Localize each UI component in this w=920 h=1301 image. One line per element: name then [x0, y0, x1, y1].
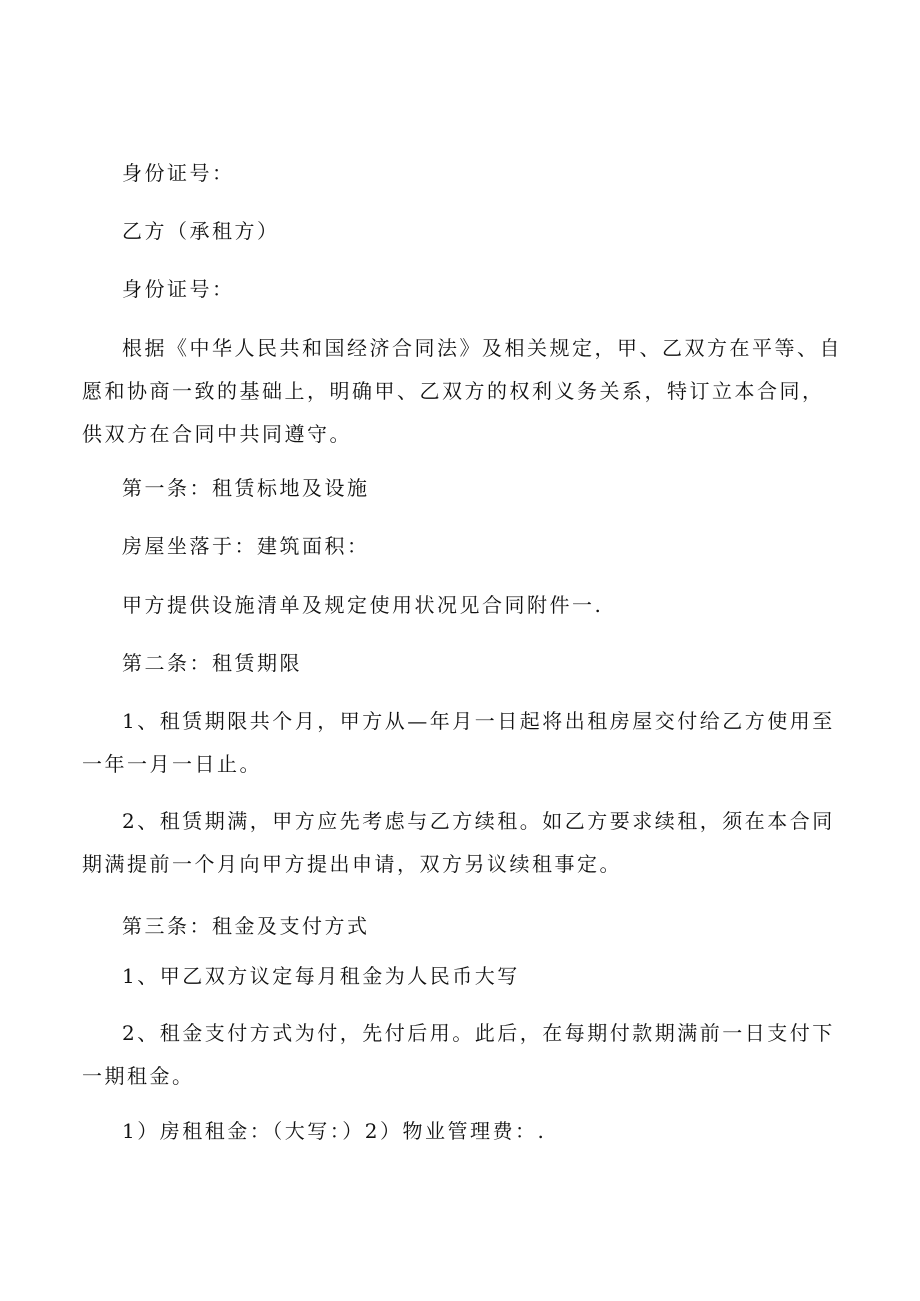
- id-number-label-2: 身份证号：: [122, 277, 235, 301]
- rent-clause-1: 1、甲乙双方议定每月租金为人民币大写: [122, 964, 520, 988]
- preamble-paragraph: 根据《中华人民共和国经济合同法》及相关规定，甲、乙双方在平等、自愿和协商一致的基础上，明确甲、乙双方的权利义务关系，特订立本合同，供双方在合同中共同遵守。: [82, 336, 842, 446]
- party-b-label: 乙方（承租方）: [122, 219, 280, 243]
- lease-term-clause-2: 2、租赁期满，甲方应先考虑与乙方续租。如乙方要求续租，须在本合同期满提前一个月向甲方提出申请，双方另议续租事定。: [82, 809, 835, 876]
- article-3-heading: 第三条：租金及支付方式: [122, 914, 370, 938]
- rent-items-line: 1）房租租金：（大写：）2）物业管理费：.: [122, 1119, 547, 1143]
- lease-term-clause-1: 1、租赁期限共个月，甲方从—年月一日起将出租房屋交付给乙方使用至一年一月一日止。: [82, 709, 835, 776]
- rent-clause-2: 2、租金支付方式为付，先付后用。此后，在每期付款期满前一日支付下一期租金。: [82, 1021, 835, 1088]
- facilities-line: 甲方提供设施清单及规定使用状况见合同附件一.: [122, 593, 604, 617]
- id-number-label-1: 身份证号：: [122, 161, 235, 185]
- article-1-heading: 第一条：租赁标地及设施: [122, 476, 370, 500]
- property-location-line: 房屋坐落于：建筑面积：: [122, 534, 370, 558]
- article-2-heading: 第二条：租赁期限: [122, 651, 302, 675]
